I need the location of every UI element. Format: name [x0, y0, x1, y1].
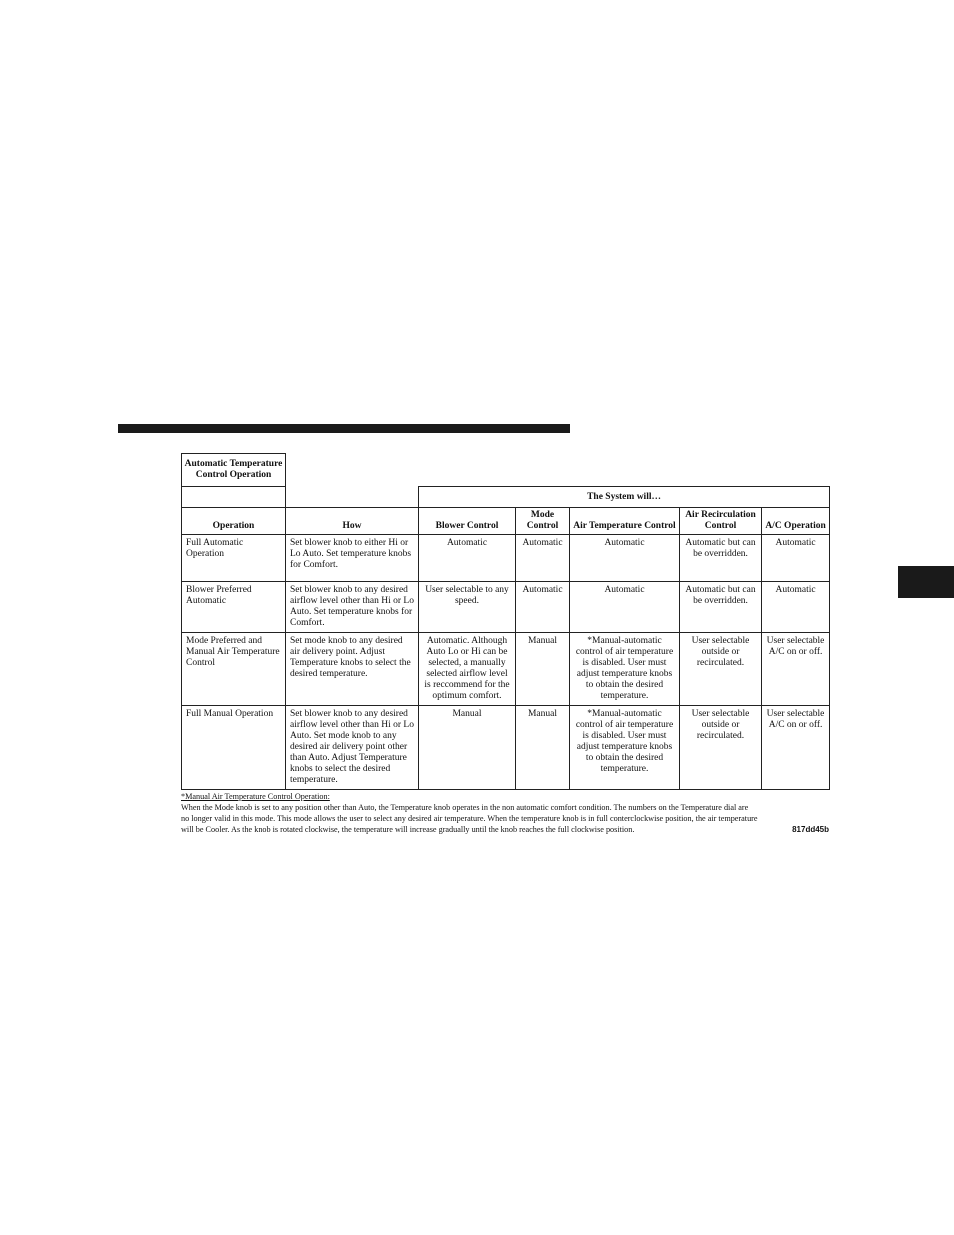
figure-id: 817dd45b — [792, 825, 829, 834]
footnote-title: *Manual Air Temperature Control Operation: — [181, 792, 330, 801]
table-cell: Manual — [516, 706, 570, 790]
table-row — [182, 535, 830, 582]
footnote-line: will be Cooler. As the knob is rotated clockwise, the temperature will increase gradually until the knob reaches the full clockwise position. — [181, 825, 635, 834]
column-header-row — [182, 508, 830, 535]
column-header: Blower Control — [419, 508, 516, 535]
table-cell: Automatic but can be overridden. — [680, 535, 762, 582]
table-cell: Automatic — [570, 582, 680, 633]
table-row — [182, 633, 830, 706]
table-cell: Automatic — [570, 535, 680, 582]
table-cell: Automatic — [762, 535, 830, 582]
table-cell: *Manual-automatic control of air temperature is disabled. User must adjust temperature knobs to obtain the desired temperature. — [570, 706, 680, 790]
table-cell: Blower Preferred Automatic — [182, 582, 286, 633]
table-cell: Set blower knob to either Hi or Lo Auto. Set temperature knobs for Comfort. — [286, 535, 419, 582]
table-cell: Automatic — [516, 535, 570, 582]
table-cell: Automatic — [516, 582, 570, 633]
table-cell: Set mode knob to any desired air delivery point. Adjust Temperature knobs to select the desired temperature. — [286, 633, 419, 706]
column-header: Air Recirculation Control — [680, 508, 762, 535]
table-cell: Manual — [516, 633, 570, 706]
column-header: How — [286, 508, 419, 535]
table-row — [182, 706, 830, 790]
column-header: A/C Operation — [762, 508, 830, 535]
section-rule — [118, 424, 570, 433]
table-cell: User selectable A/C on or off. — [762, 633, 830, 706]
table-cell: Automatic — [419, 535, 516, 582]
table-cell: User selectable A/C on or off. — [762, 706, 830, 790]
table-title: Automatic Temperature Control Operation — [182, 454, 286, 487]
table-row — [182, 582, 830, 633]
table-cell: Full Automatic Operation — [182, 535, 286, 582]
table-cell: User selectable outside or recirculated. — [680, 706, 762, 790]
footnote-line: When the Mode knob is set to any position other than Auto, the Temperature knob operates in the non automatic comfort condition. The numbers on the Temperature dial are — [181, 803, 749, 812]
system-header: The System will… — [419, 487, 830, 508]
table-cell: User selectable to any speed. — [419, 582, 516, 633]
temperature-control-figure — [181, 453, 829, 835]
table-cell: User selectable outside or recirculated. — [680, 633, 762, 706]
table-cell: Set blower knob to any desired airflow level other than Hi or Lo Auto. Set mode knob to any desired air delivery point other than Auto. Adjust Temperature knobs to select the desired temperature. — [286, 706, 419, 790]
footnote-line: no longer valid in this mode. This mode allows the user to select any desired air temperature. When the temperature knob is in full conterclockwise position, the air temperature — [181, 814, 758, 823]
column-header: Mode Control — [516, 508, 570, 535]
chapter-tab — [898, 566, 954, 598]
column-header: Air Temperature Control — [570, 508, 680, 535]
table-cell: Automatic but can be overridden. — [680, 582, 762, 633]
footnote — [181, 791, 829, 835]
table-cell: Set blower knob to any desired airflow level other than Hi or Lo Auto. Set temperature knobs for Comfort. — [286, 582, 419, 633]
table-cell: Full Manual Operation — [182, 706, 286, 790]
atc-operation-table — [181, 453, 830, 790]
table-cell: *Manual-automatic control of air temperature is disabled. User must adjust temperature knobs to obtain the desired temperature. — [570, 633, 680, 706]
table-cell: Automatic. Although Auto Lo or Hi can be selected, a manually selected airflow level is reccommend for the optimum comfort. — [419, 633, 516, 706]
table-cell: Automatic — [762, 582, 830, 633]
table-cell: Mode Preferred and Manual Air Temperature Control — [182, 633, 286, 706]
column-header: Operation — [182, 508, 286, 535]
table-cell: Manual — [419, 706, 516, 790]
